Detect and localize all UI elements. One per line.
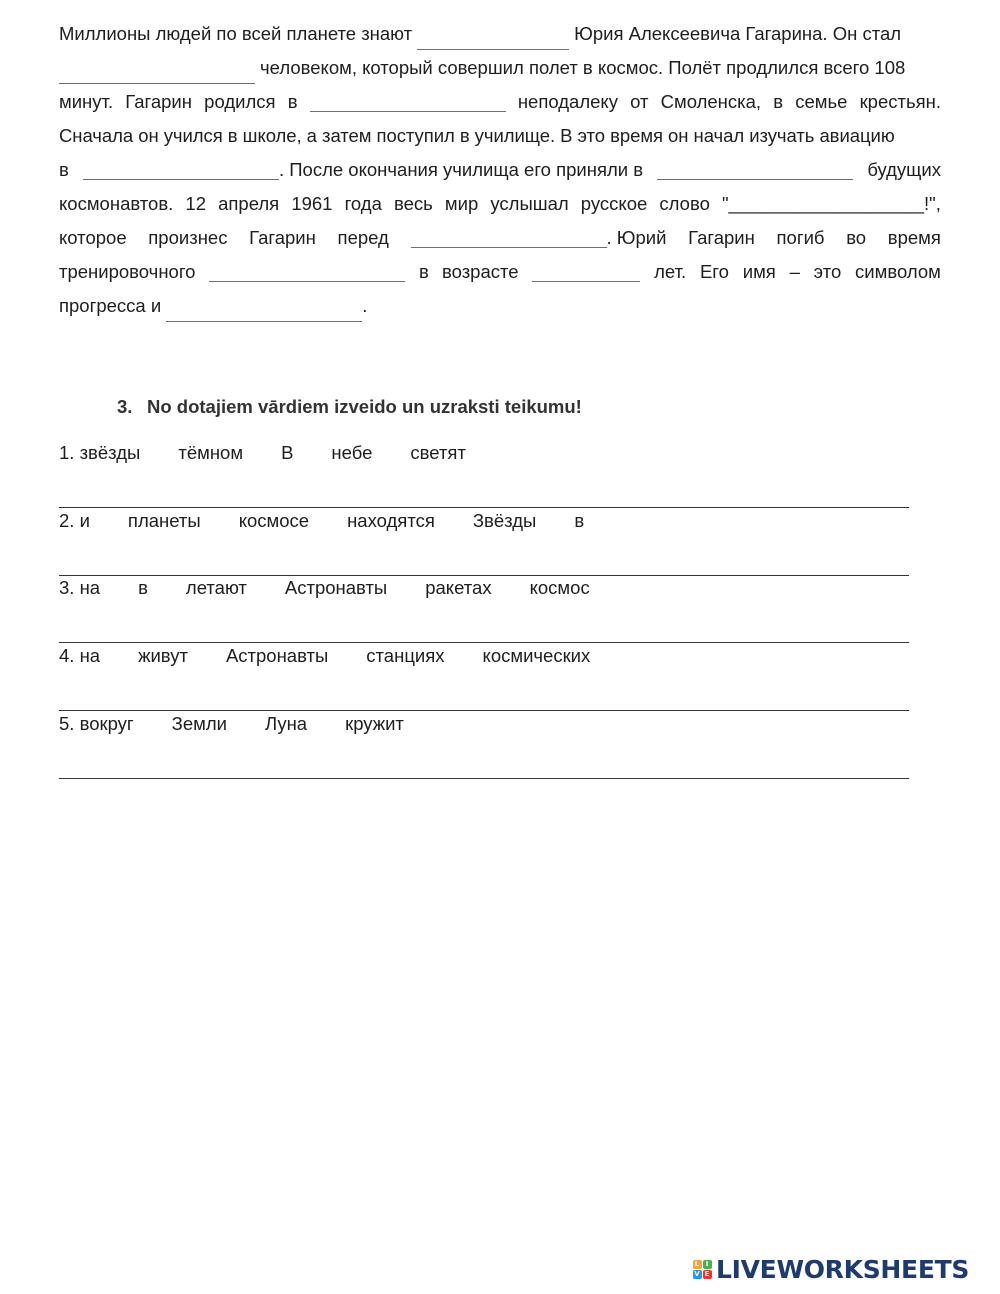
word: имя (742, 261, 776, 282)
text-fragment: человеком, который совершил полет в космос. Полёт продлился всего 108 (260, 57, 906, 78)
word: мир (444, 193, 479, 214)
word-chip: космосе (238, 510, 310, 531)
text-fragment: Юрия Алексеевича Гагарина. Он стал (574, 23, 902, 44)
row-index: 4. (59, 645, 75, 666)
blank-field-3[interactable] (310, 90, 506, 112)
answer-line-1[interactable] (59, 482, 909, 508)
word-row-3 (59, 574, 628, 602)
word-row-5 (59, 710, 442, 738)
blank-field-8[interactable] (532, 260, 640, 282)
row-index: 1. (59, 442, 75, 463)
word-chip: В (281, 442, 294, 463)
row-index: 3. (59, 577, 75, 598)
word: которое (59, 227, 127, 248)
blank-field-4[interactable] (83, 158, 279, 180)
word-row-4 (59, 642, 628, 670)
text-fragment: . Юрий (606, 227, 667, 248)
word: Гагарин (249, 227, 316, 248)
blank-field-5[interactable] (657, 158, 853, 180)
paragraph-line-6 (59, 189, 941, 219)
word-chip: в (138, 577, 148, 598)
text-fragment: прогресса и (59, 295, 162, 316)
word: неподалеку (517, 91, 618, 112)
word-chip: звёзды (79, 442, 141, 463)
paragraph-line-2 (59, 53, 941, 83)
word-chip: на (79, 577, 101, 598)
logo-mark-cell: L (693, 1260, 702, 1269)
answer-line-5[interactable] (59, 753, 909, 779)
word: родился (204, 91, 276, 112)
word-chip: вокруг (79, 713, 134, 734)
word-chip: Луна (264, 713, 308, 734)
logo-mark-icon (692, 1259, 712, 1279)
word-chip: кружит (345, 713, 404, 734)
section-3-heading (117, 393, 582, 421)
word-chip: Астронавты (284, 577, 388, 598)
text-fragment: в возрасте (419, 261, 519, 282)
quoted-word-blank[interactable]: "___________________!", (721, 193, 941, 214)
word: космонавтов. (59, 193, 174, 214)
word: слово (659, 193, 710, 214)
word-row-1 (59, 439, 504, 467)
paragraph-line-4 (59, 121, 941, 151)
word-chip: ракетах (425, 577, 492, 598)
word-chip: на (79, 645, 101, 666)
word: перед (337, 227, 389, 248)
word: в (287, 91, 298, 112)
word: – (789, 261, 800, 282)
word-chip: небе (331, 442, 373, 463)
paragraph-line-1 (59, 19, 941, 49)
word: крестьян. (859, 91, 941, 112)
word-chip: в (574, 510, 585, 531)
word-chip: живут (138, 645, 188, 666)
blank-field-1[interactable] (417, 28, 569, 50)
section-title: No dotajiem vārdiem izveido un uzraksti teikumu! (147, 396, 582, 417)
blank-field-6[interactable] (411, 226, 607, 248)
answer-line-4[interactable] (59, 685, 909, 711)
answer-line-2[interactable] (59, 550, 909, 576)
word: 12 (185, 193, 206, 214)
word-chip: Звёзды (472, 510, 537, 531)
word: произнес (148, 227, 228, 248)
text-fragment: . (362, 295, 368, 316)
word: весь (394, 193, 433, 214)
word-chip: Астронавты (225, 645, 329, 666)
answer-line-3[interactable] (59, 617, 909, 643)
blank-field-7[interactable] (209, 260, 405, 282)
text-fragment: Сначала он учился в школе, а затем поступил в училище. В это время он начал изучать авиацию (59, 125, 895, 146)
row-index: 5. (59, 713, 75, 734)
word: время (887, 227, 941, 248)
logo-mark-cell: I (703, 1260, 712, 1269)
liveworksheets-logo (692, 1255, 969, 1283)
word: будущих (867, 159, 941, 180)
word-chip: космос (529, 577, 590, 598)
blank-field-2[interactable] (59, 62, 255, 84)
word: минут. (59, 91, 114, 112)
word-chip: находятся (347, 510, 435, 531)
word: года (344, 193, 382, 214)
paragraph-line-5 (59, 155, 941, 185)
word: 1961 (291, 193, 333, 214)
word: русское (580, 193, 648, 214)
word-chip: тёмном (178, 442, 244, 463)
word-chip: космических (482, 645, 591, 666)
word: апреля (218, 193, 280, 214)
blank-field-9[interactable] (166, 300, 362, 322)
word: Смоленска, (660, 91, 762, 112)
word-chip: Земли (171, 713, 227, 734)
word-chip: летают (185, 577, 247, 598)
word: в (773, 91, 784, 112)
paragraph-line-8 (59, 257, 941, 287)
word: во (846, 227, 867, 248)
word-chip: и (79, 510, 90, 531)
word-chip: планеты (127, 510, 201, 531)
text-fragment: Миллионы людей по всей планете знают (59, 23, 413, 44)
word: Его (699, 261, 729, 282)
word: погиб (776, 227, 825, 248)
paragraph-line-7 (59, 223, 941, 253)
word: символом (855, 261, 941, 282)
word: тренировочного (59, 261, 196, 282)
word-row-2 (59, 507, 622, 535)
word: от (630, 91, 649, 112)
logo-mark-cell: V (694, 1269, 700, 1278)
paragraph-line-9 (59, 291, 941, 321)
word-chip: светят (410, 442, 466, 463)
logo-mark-cell: E (703, 1270, 712, 1279)
logo-text: LIVEWORKSHEETS (716, 1254, 970, 1284)
word: услышал (490, 193, 569, 214)
word: Гагарин (688, 227, 755, 248)
section-number: 3. (117, 396, 133, 417)
word: это (813, 261, 842, 282)
word: семье (795, 91, 848, 112)
word-chip: станциях (366, 645, 445, 666)
word: лет. (654, 261, 687, 282)
row-index: 2. (59, 510, 75, 531)
word: в (59, 159, 69, 180)
text-fragment: . После окончания училища его приняли в (278, 159, 644, 180)
paragraph-line-3 (59, 87, 941, 117)
word: Гагарин (125, 91, 192, 112)
